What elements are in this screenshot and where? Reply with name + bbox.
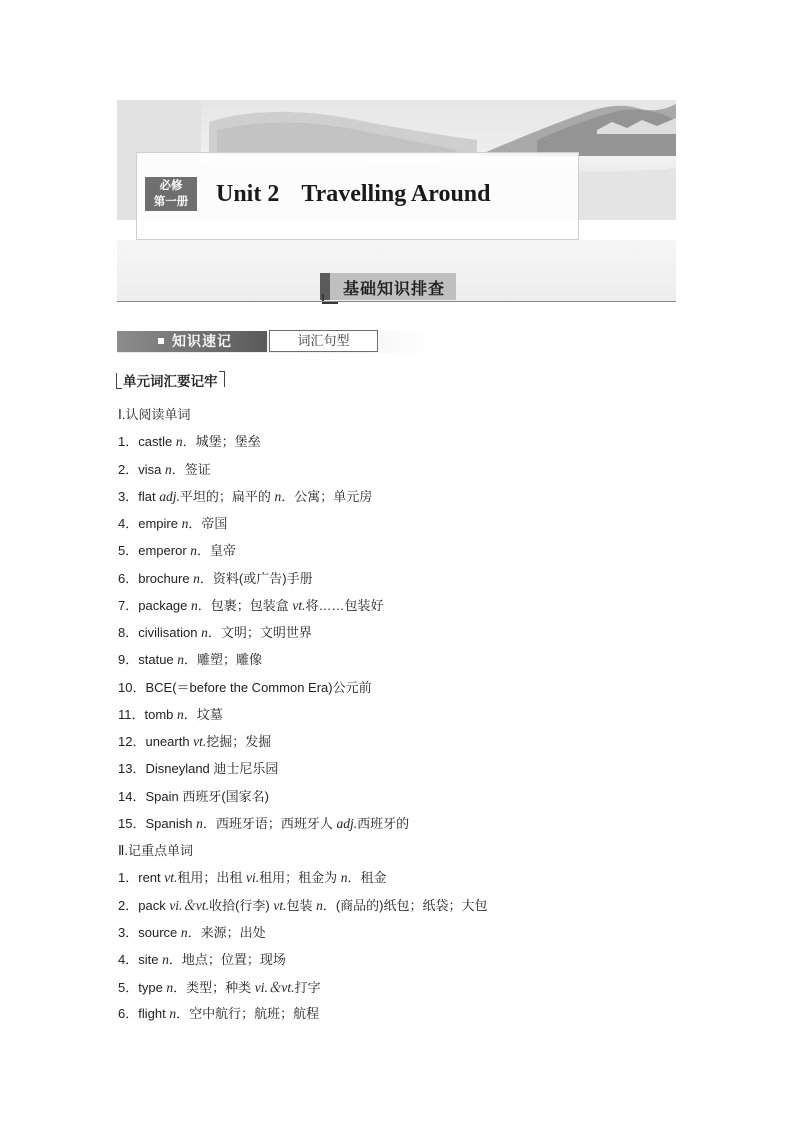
list-item: 1．castle n．城堡；堡垒 (118, 434, 261, 449)
volume-badge-line2: 第一册 (153, 196, 189, 208)
knowledge-tab: 词汇句型 (269, 330, 378, 352)
list-item: 6．brochure n．资料(或广告)手册 (118, 571, 313, 586)
list-item: 10．BCE(＝before the Common Era)公元前 (118, 680, 372, 695)
list-item: 5．emperor n．皇帝 (118, 543, 237, 558)
unit-title (216, 181, 491, 208)
section-rule (117, 301, 676, 302)
list-item: 6．flight n．空中航行；航班；航程 (118, 1006, 320, 1021)
block-heading-text: 单元词汇要记牢 (123, 374, 218, 389)
list-item: 4．empire n．帝国 (118, 516, 228, 531)
list-item: 2．pack vi.＆vt.收拾(行李) vt.包装 n．(商品的)纸包；纸袋；大包 (118, 898, 488, 913)
unit-label: Unit 2 (216, 181, 280, 207)
list-item: 11．tomb n．坟墓 (118, 707, 223, 722)
unit-name: Travelling Around (301, 181, 491, 207)
list-item: 3．flat adj.平坦的；扁平的 n．公寓；单元房 (118, 489, 373, 504)
list-item: 13．Disneyland 迪士尼乐园 (118, 761, 279, 776)
list-item: 14．Spain 西班牙(国家名) (118, 789, 269, 804)
list-item: 4．site n．地点；位置；现场 (118, 952, 286, 967)
list-item: 5．type n．类型；种类 vi.＆vt.打字 (118, 980, 321, 995)
volume-badge (145, 177, 197, 211)
list-item: 12．unearth vt.挖掘；发掘 (118, 734, 272, 749)
list-item: 3．source n．来源；出处 (118, 925, 266, 940)
list-item: 7．package n．包裹；包装盒 vt.将……包装好 (118, 598, 384, 613)
knowledge-label: 知识速记 (172, 333, 232, 349)
part1-heading: Ⅰ.认阅读单词 (118, 407, 191, 422)
section-tab-corner (322, 294, 338, 304)
list-item: 1．rent vt.租用；出租 vi.租用；租金为 n．租金 (118, 870, 387, 885)
list-item: 9．statue n．雕塑；雕像 (118, 652, 263, 667)
list-item: 8．civilisation n．文明；文明世界 (118, 625, 312, 640)
volume-badge-line1: 必修 (159, 180, 183, 192)
left-bracket-icon (116, 373, 122, 389)
list-item: 15．Spanish n．西班牙语；西班牙人 adj.西班牙的 (118, 816, 410, 831)
right-bracket-icon (219, 371, 225, 387)
block-heading (116, 370, 225, 390)
section-title: 基础知识排查 (343, 281, 446, 298)
list-item: 2．visa n．签证 (118, 462, 211, 477)
square-bullet-icon (158, 338, 164, 344)
part2-heading: Ⅱ.记重点单词 (118, 843, 194, 858)
